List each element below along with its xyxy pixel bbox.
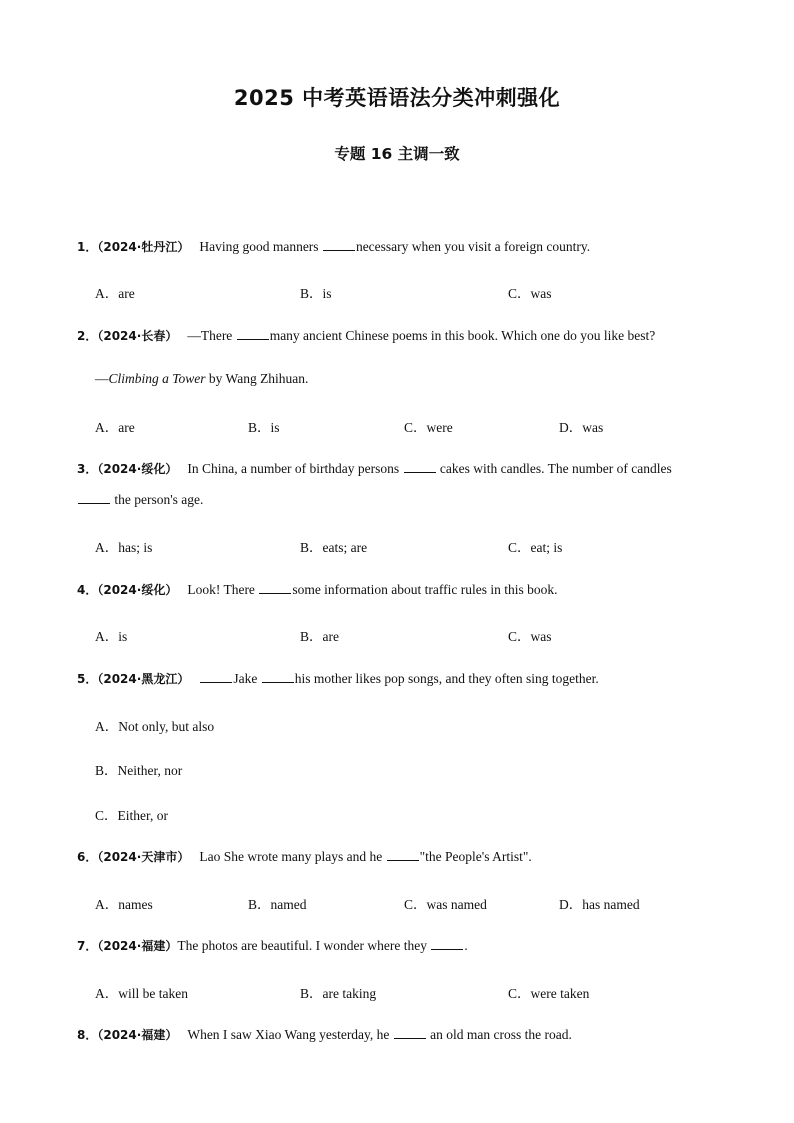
answer-blank [404,461,436,473]
question-text: In China, a number of birthday persons [187,461,403,476]
answer-blank [259,582,291,594]
answer-blank [262,671,294,683]
option: A．are [95,286,135,301]
option: D．has named [559,897,640,912]
question-text: . [464,938,468,953]
question-number: 7． [77,939,98,953]
question-1 [77,238,590,255]
option: B．named [248,897,307,912]
question-number: 8． [77,1028,98,1042]
question-source: （2024·福建） [97,1028,178,1042]
option: B．are [300,629,339,644]
option: A．names [95,897,153,912]
question-5 [77,670,599,687]
question-3-cont [77,492,203,508]
question-text: his mother likes pop songs, and they often sing together. [294,671,599,686]
question-text: When I saw Xiao Wang yesterday, he [187,1027,393,1042]
option: A．are [95,420,135,435]
answer-blank [387,849,419,861]
option: C．was [508,286,552,301]
answer-blank [394,1027,426,1039]
option: B．is [248,420,280,435]
reply-text: by Wang Zhihuan. [205,371,309,386]
question-text: Jake [233,671,261,686]
question-source: （2024·福建） [97,939,178,953]
question-text: an old man cross the road. [426,1027,572,1042]
question-4 [77,581,558,598]
option: C．eat; is [508,540,563,555]
question-text: "the People's Artist". [419,849,532,864]
answer-blank [200,671,232,683]
reply-dash: — [95,371,109,386]
question-3 [77,460,672,477]
question-7 [77,937,468,954]
question-2 [77,327,655,344]
question-text: cakes with candles. The number of candles [436,461,672,476]
option: C．was named [404,897,487,912]
question-6 [77,848,532,865]
option: A．is [95,629,128,644]
page-subtitle: 专题 16 主调一致 [334,145,460,163]
question-text: necessary when you visit a foreign country. [355,239,591,254]
question-8 [77,1026,572,1043]
question-number: 2． [77,329,98,343]
question-source: （2024·黑龙江） [97,672,190,686]
question-source: （2024·绥化） [97,462,178,476]
option: B．eats; are [300,540,368,555]
option: B．are taking [300,986,377,1001]
answer-blank [323,239,355,251]
question-text: —There [187,328,236,343]
question-text: the person's age. [111,492,204,507]
answer-blank [78,492,110,504]
option: C．were taken [508,986,590,1001]
option: D．was [559,420,604,435]
question-source: （2024·绥化） [97,583,178,597]
question-number: 5． [77,672,98,686]
question-text: many ancient Chinese poems in this book. Which one do you like best? [269,328,656,343]
question-2-reply [95,371,308,387]
option: A．Not only, but also [95,719,215,734]
page-title: 2025 中考英语语法分类冲刺强化 [233,86,561,110]
option: A．has; is [95,540,153,555]
question-number: 6． [77,850,98,864]
option: B．is [300,286,332,301]
question-text: some information about traffic rules in this book. [292,582,558,597]
question-source: （2024·天津市） [97,850,190,864]
question-number: 4． [77,583,98,597]
question-source: （2024·长春） [97,329,178,343]
answer-blank [431,938,463,950]
question-source: （2024·牡丹江） [97,240,190,254]
reply-title: Climbing a Tower [108,371,206,386]
option: C．were [404,420,453,435]
option: A．will be taken [95,986,188,1001]
question-number: 3． [77,462,98,476]
answer-blank [237,328,269,340]
option: B．Neither, nor [95,763,183,778]
option: C．Either, or [95,808,168,823]
question-text: The photos are beautiful. I wonder where they [177,938,431,953]
option: C．was [508,629,552,644]
question-text: Lao She wrote many plays and he [199,849,386,864]
question-text: Look! There [187,582,259,597]
question-text: Having good manners [199,239,322,254]
question-number: 1． [77,240,98,254]
